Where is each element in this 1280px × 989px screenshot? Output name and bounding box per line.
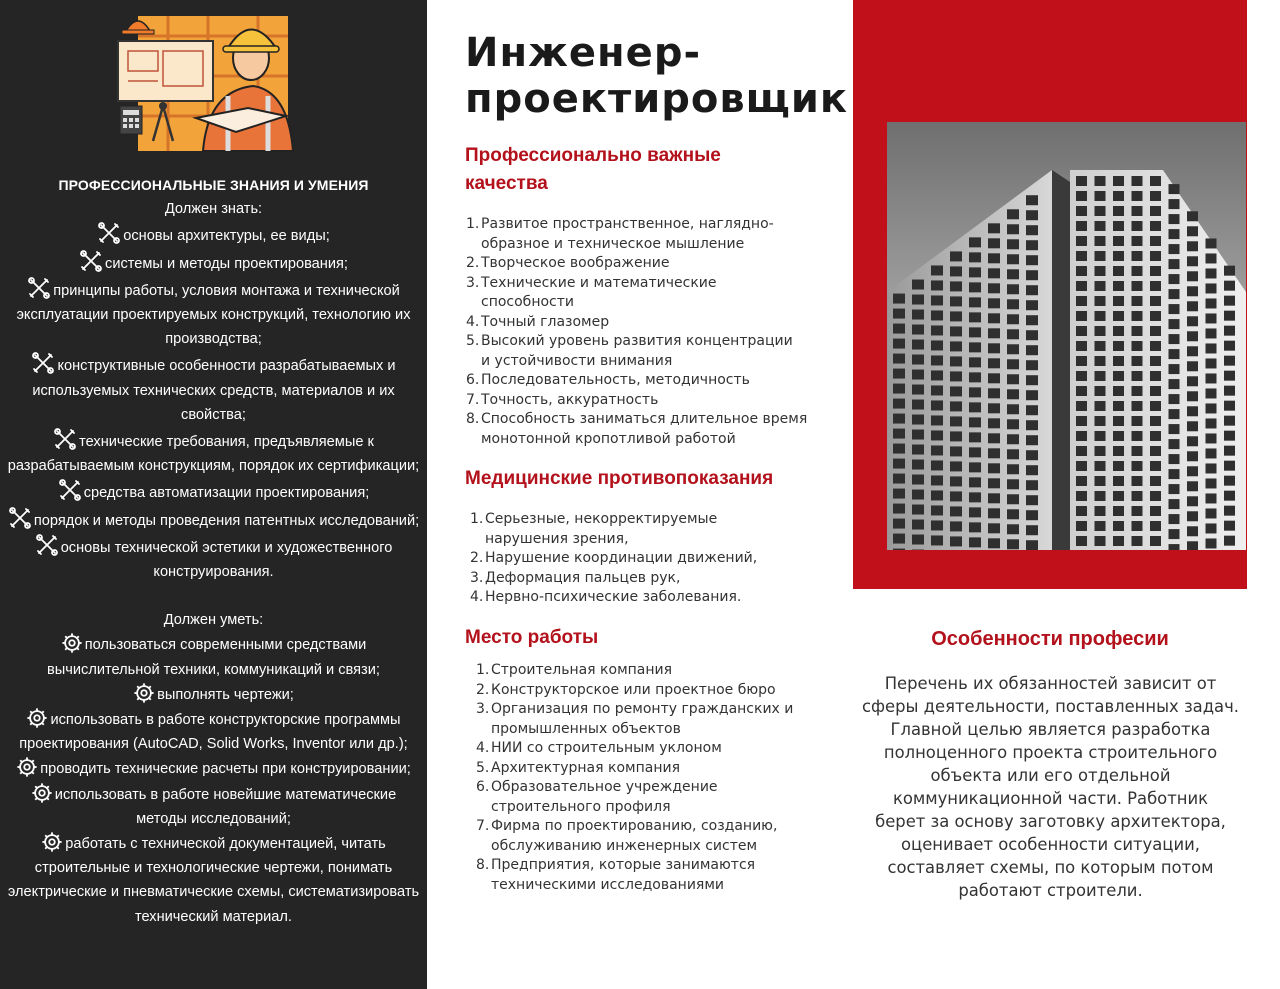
can-item bbox=[4, 756, 423, 781]
can-item-line bbox=[4, 905, 423, 929]
title-line: Инженер- bbox=[465, 30, 702, 76]
know-item bbox=[4, 533, 423, 584]
gear-icon bbox=[133, 682, 155, 704]
know-item-text: эксплуатации проектируемых конструкций, технологию их bbox=[16, 307, 411, 324]
contra-heading: Медицинские противопоказания bbox=[465, 468, 774, 489]
work-item-number: 7. bbox=[476, 818, 490, 834]
work-item-number: 5. bbox=[476, 759, 490, 776]
work-item-number: 3. bbox=[476, 701, 490, 717]
work-item-text: Предприятия, которые занимаются bbox=[491, 857, 756, 873]
know-item-line bbox=[4, 506, 423, 533]
gear-icon bbox=[16, 756, 38, 778]
can-item bbox=[4, 831, 423, 929]
can-item-text: использовать в работе новейшие математические bbox=[54, 786, 397, 803]
contra-item bbox=[470, 569, 757, 589]
quality-item-text: образное и техническое мышление bbox=[481, 235, 745, 252]
work-item-text: обслуживанию инженерных систем bbox=[491, 837, 758, 854]
work-item-text: техническими исследованиями bbox=[491, 876, 725, 893]
contra-item-text: Деформация пальцев рук, bbox=[485, 569, 681, 586]
know-item bbox=[4, 506, 423, 533]
work-list bbox=[476, 661, 793, 895]
work-item-number: 8. bbox=[476, 857, 490, 873]
can-item-text: пользоваться современными средствами bbox=[84, 637, 367, 654]
contra-item-text: нарушения зрения, bbox=[485, 530, 629, 547]
features-line: коммуникационной части. Работник bbox=[892, 789, 1209, 808]
work-item bbox=[476, 700, 793, 739]
features-line: составляет схемы, по которым потом bbox=[887, 858, 1214, 877]
quality-item bbox=[466, 410, 807, 449]
can-item-text: вычислительной техники, коммуникаций и связи; bbox=[47, 661, 380, 678]
can-item-text: технический материал. bbox=[134, 908, 292, 925]
quality-item-text: Технические и математические bbox=[481, 274, 717, 291]
can-item-text: работать с технической документацией, читать bbox=[65, 836, 386, 853]
can-item bbox=[4, 682, 423, 707]
can-item-line bbox=[4, 807, 423, 831]
can-item-line bbox=[4, 707, 423, 732]
can-title: Должен уметь: bbox=[163, 612, 264, 629]
features-line: Главной целью является разработка bbox=[890, 720, 1211, 739]
quality-item-text: и устойчивости внимания bbox=[481, 352, 673, 369]
can-item bbox=[4, 707, 423, 756]
features-paragraph bbox=[848, 672, 1253, 902]
quality-item-number: 3. bbox=[466, 274, 480, 291]
know-item bbox=[4, 427, 423, 478]
quality-item-number: 1. bbox=[466, 216, 480, 232]
left-panel bbox=[0, 0, 427, 989]
work-item-number: 1. bbox=[476, 662, 490, 678]
title-line: проектировщик bbox=[465, 76, 849, 122]
know-item-line bbox=[4, 276, 423, 303]
can-item-line bbox=[4, 732, 423, 756]
know-item-line bbox=[4, 454, 423, 478]
work-item-text: промышленных объектов bbox=[491, 720, 681, 737]
contra-item bbox=[470, 588, 757, 608]
know-item bbox=[4, 221, 423, 248]
can-item-line bbox=[4, 756, 423, 781]
quality-item-text: Высокий уровень развития концентрации bbox=[481, 333, 793, 349]
quality-item-text: Развитое пространственное, наглядно- bbox=[481, 216, 774, 232]
know-item-text: конструирования. bbox=[153, 564, 274, 581]
quality-item bbox=[466, 274, 807, 313]
quality-item-text: Точность, аккуратность bbox=[481, 391, 659, 408]
contra-item bbox=[470, 549, 757, 569]
wrench-screwdriver-icon bbox=[53, 427, 77, 451]
work-item bbox=[476, 817, 793, 856]
engineer-illustration bbox=[108, 6, 298, 156]
know-list bbox=[4, 221, 423, 584]
quality-item bbox=[466, 313, 807, 333]
contra-list bbox=[470, 510, 757, 608]
wrench-screwdriver-icon bbox=[79, 249, 103, 273]
wrench-screwdriver-icon bbox=[35, 533, 59, 557]
contra-item-number: 3. bbox=[470, 569, 484, 586]
contra-item-number: 1. bbox=[470, 511, 484, 527]
quality-item-text: способности bbox=[481, 294, 574, 310]
quality-item-text: Последовательность, методичность bbox=[481, 372, 750, 388]
quality-item-number: 2. bbox=[466, 255, 480, 271]
know-item bbox=[4, 351, 423, 427]
know-item-text: порядок и методы проведения патентных исследований; bbox=[33, 512, 420, 529]
work-item-text: Конструкторское или проектное бюро bbox=[491, 681, 776, 698]
work-item-text: НИИ со строительным уклоном bbox=[491, 740, 722, 756]
work-item-text: Строительная компания bbox=[491, 662, 673, 678]
work-item-number: 2. bbox=[476, 681, 490, 698]
can-item-line bbox=[4, 782, 423, 807]
work-item-text: Фирма по проектированию, созданию, bbox=[491, 818, 778, 834]
know-item bbox=[4, 276, 423, 352]
work-item-text: строительного профиля bbox=[491, 798, 671, 815]
quality-item-number: 5. bbox=[466, 333, 480, 349]
can-item-line bbox=[4, 632, 423, 657]
can-item bbox=[4, 632, 423, 681]
know-item-text: средства автоматизации проектирования; bbox=[83, 485, 370, 502]
quality-item bbox=[466, 332, 807, 371]
quality-item-text: Точный глазомер bbox=[481, 313, 610, 330]
know-item-text: производства; bbox=[165, 331, 262, 348]
contra-item-text: Серьезные, некорректируемые bbox=[485, 511, 718, 527]
skills-text bbox=[4, 173, 423, 929]
know-item-line bbox=[4, 303, 423, 327]
skyscraper-photo bbox=[887, 122, 1246, 550]
features-line: полноценного проекта строительного bbox=[883, 743, 1218, 762]
features-line: объекта или его отдельной bbox=[930, 766, 1171, 785]
work-item bbox=[476, 856, 793, 895]
work-item bbox=[476, 661, 793, 681]
work-item-number: 4. bbox=[476, 740, 490, 756]
can-item-line bbox=[4, 831, 423, 856]
quality-item bbox=[466, 391, 807, 411]
can-item-text: методы исследований; bbox=[136, 810, 291, 827]
wrench-screwdriver-icon bbox=[27, 276, 51, 300]
gear-icon bbox=[41, 831, 63, 853]
can-item-text: электрические и пневматические схемы, систематизировать bbox=[7, 884, 420, 901]
can-item-line bbox=[4, 856, 423, 880]
quality-item-number: 8. bbox=[466, 411, 480, 427]
quality-item-number: 7. bbox=[466, 391, 480, 408]
know-item-line bbox=[4, 560, 423, 584]
can-item-text: проектирования (AutoCAD, Solid Works, Inventor или др.); bbox=[19, 736, 408, 753]
know-item-text: разрабатываемым конструкциям, порядок их сертификации; bbox=[7, 458, 420, 475]
qualities-list bbox=[466, 215, 807, 449]
contra-item bbox=[470, 510, 757, 549]
skills-heading: ПРОФЕССИОНАЛЬНЫЕ ЗНАНИЯ И УМЕНИЯ bbox=[58, 177, 369, 193]
can-item-text: использовать в работе конструкторские программы bbox=[50, 712, 401, 729]
features-line: оценивает особенности ситуации, bbox=[901, 835, 1200, 854]
quality-item-number: 6. bbox=[466, 372, 480, 388]
quality-item bbox=[466, 371, 807, 391]
work-item bbox=[476, 778, 793, 817]
know-item-text: системы и методы проектирования; bbox=[105, 255, 348, 272]
quality-item-text: Способность заниматься длительное время bbox=[481, 411, 808, 427]
contra-item-number: 4. bbox=[470, 589, 484, 605]
know-title: Должен знать: bbox=[164, 201, 263, 218]
work-heading: Место работы bbox=[465, 627, 599, 648]
can-item-text: проводить технические расчеты при конструировании; bbox=[40, 761, 411, 778]
can-item-text: строительные и технологические чертежи, понимать bbox=[34, 860, 393, 877]
know-item-text: свойства; bbox=[181, 406, 246, 423]
quality-item bbox=[466, 215, 807, 254]
work-item-text: Организация по ремонту гражданских и bbox=[491, 701, 794, 717]
know-item-line bbox=[4, 403, 423, 427]
know-item-line bbox=[4, 327, 423, 351]
wrench-screwdriver-icon bbox=[8, 506, 32, 530]
can-item bbox=[4, 782, 423, 831]
wrench-screwdriver-icon bbox=[58, 478, 82, 502]
know-item bbox=[4, 249, 423, 276]
features-line: работают строители. bbox=[958, 881, 1143, 900]
know-item-line bbox=[4, 379, 423, 403]
work-item bbox=[476, 681, 793, 701]
features-heading: Особенности професии bbox=[931, 628, 1169, 650]
know-item-line bbox=[4, 533, 423, 560]
know-item-line bbox=[4, 427, 423, 454]
know-item-text: используемых технических средств, материалов и их bbox=[32, 382, 395, 399]
contra-item-number: 2. bbox=[470, 550, 484, 566]
know-item-text: основы технической эстетики и художественного bbox=[60, 539, 393, 556]
know-item-line bbox=[4, 249, 423, 276]
know-item-line bbox=[4, 478, 423, 505]
know-item-text: основы архитектуры, ее виды; bbox=[123, 228, 330, 245]
wrench-screwdriver-icon bbox=[97, 221, 121, 245]
know-item-text: технические требования, предъявляемые к bbox=[79, 434, 374, 451]
features-line: Перечень их обязанностей зависит от bbox=[884, 674, 1217, 693]
know-item-line bbox=[4, 221, 423, 248]
work-item bbox=[476, 739, 793, 759]
can-item-text: выполнять чертежи; bbox=[157, 686, 294, 703]
heading-line: качества bbox=[465, 173, 548, 194]
can-item-line bbox=[4, 658, 423, 682]
heading-line: Профессионально важные bbox=[465, 145, 721, 166]
can-item-line bbox=[4, 682, 423, 707]
quality-item-text: монотонной кропотливой работой bbox=[481, 430, 736, 447]
gear-icon bbox=[26, 707, 48, 729]
contra-item-text: Нарушение координации движений, bbox=[485, 550, 758, 566]
can-item-line bbox=[4, 880, 423, 904]
work-item-text: Образовательное учреждение bbox=[491, 779, 718, 795]
quality-item-text: Творческое воображение bbox=[481, 255, 670, 271]
page-title bbox=[465, 30, 848, 122]
features-line: сферы деятельности, поставленных задач. bbox=[862, 697, 1239, 716]
gear-icon bbox=[61, 632, 83, 654]
gear-icon bbox=[31, 782, 53, 804]
work-item-number: 6. bbox=[476, 779, 490, 795]
quality-item bbox=[466, 254, 807, 274]
work-item bbox=[476, 759, 793, 779]
know-item-line bbox=[4, 351, 423, 378]
quality-item-number: 4. bbox=[466, 313, 480, 330]
know-item-text: принципы работы, условия монтажа и технической bbox=[53, 282, 400, 299]
can-list bbox=[4, 632, 423, 928]
features-line: берет за основу заготовку архитектора, bbox=[875, 812, 1226, 831]
wrench-screwdriver-icon bbox=[31, 351, 55, 375]
know-item-text: конструктивные особенности разрабатываемых и bbox=[57, 358, 396, 375]
qualities-heading bbox=[465, 142, 721, 198]
know-item bbox=[4, 478, 423, 505]
contra-item-text: Нервно-психические заболевания. bbox=[485, 589, 742, 605]
work-item-text: Архитектурная компания bbox=[491, 759, 680, 776]
